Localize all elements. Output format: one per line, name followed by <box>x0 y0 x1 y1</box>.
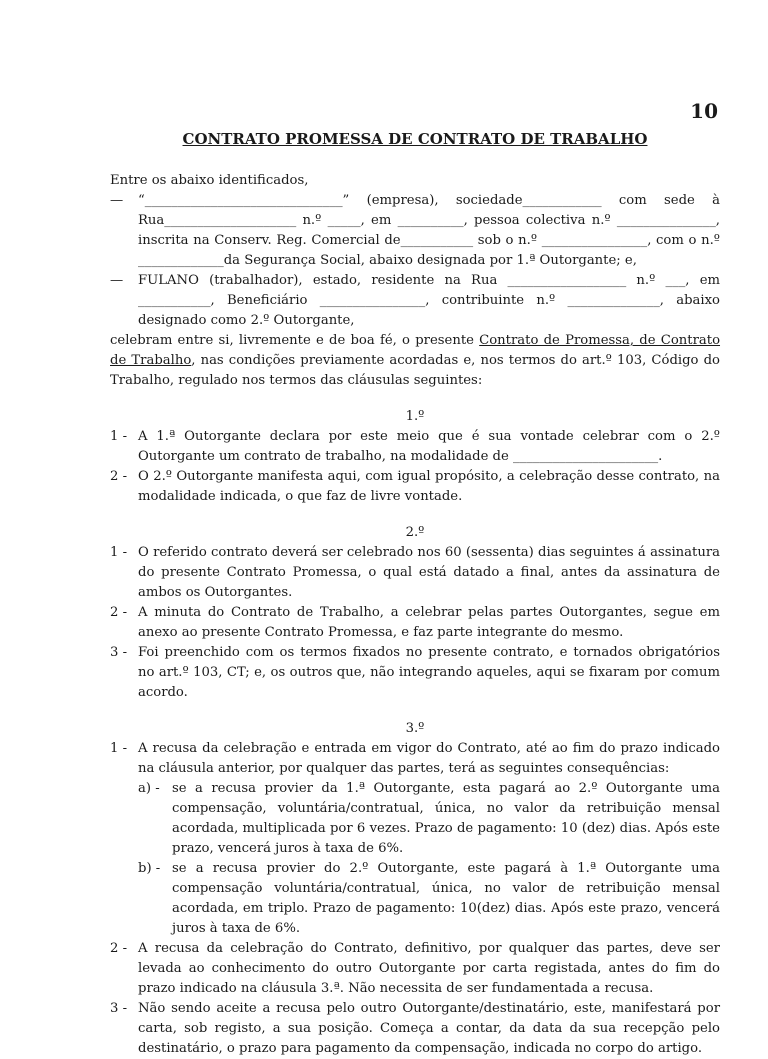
item-number: 1 - <box>110 429 128 444</box>
item-number: 1 - <box>110 545 128 560</box>
item-number: 2 - <box>110 605 128 620</box>
item-text: Foi preenchido com os termos fixados no presente contrato, e tornados obrigatórios no art.º 103, CT; e, os outros que, não integrando aqueles, aqui se fixaram por comum acordo. <box>138 645 720 700</box>
sub-item <box>138 779 720 859</box>
clause-item <box>110 939 720 999</box>
preamble <box>110 331 720 391</box>
intro-line: Entre os abaixo identificados, <box>110 173 309 188</box>
item-text: A minuta do Contrato de Trabalho, a celebrar pelas partes Outorgantes, segue em anexo ao presente Contrato Promessa, e faz parte integrante do mesmo. <box>138 605 720 640</box>
sub-item-text: se a recusa provier da 1.ª Outorgante, esta pagará ao 2.º Outorgante uma compensação, voluntária/contratual, única, no valor da retribuição mensal acordada, multiplicada por 6 vezes. Prazo de pagamento: 10 (dez) dias. Após este prazo, vencerá juros à taxa de 6%. <box>172 781 720 856</box>
party-2-text: FULANO (trabalhador), estado, residente na Rua __________________ n.º ___, em ___________, Beneficiário ________________, contribuinte n.º ______________, abaixo designado como 2.º Outorgante, <box>138 273 720 328</box>
clause-heading: 1.º <box>405 409 425 424</box>
preamble-text-a: celebram entre si, livremente e de boa fé, o presente <box>110 333 480 348</box>
clause-heading: 2.º <box>405 525 425 540</box>
sub-item-text: se a recusa provier do 2.º Outorgante, este pagará à 1.ª Outorgante uma compensação voluntária/contratual, única, no valor de retribuição mensal acordada, em triplo. Prazo de pagamento: 10(dez) dias. Após este prazo, vencerá juros à taxa de 6%. <box>172 861 720 936</box>
document-title: CONTRATO PROMESSA DE CONTRATO DE TRABALHO <box>182 130 648 148</box>
item-number: 3 - <box>110 645 128 660</box>
item-number: 1 - <box>110 741 128 756</box>
clause-heading: 3.º <box>405 721 425 736</box>
party-1 <box>110 191 720 271</box>
clause-item <box>110 467 720 507</box>
clause-item <box>110 427 720 467</box>
clause-item <box>110 643 720 703</box>
item-number: 2 - <box>110 469 128 484</box>
page-number: 10 <box>690 99 718 123</box>
dash-bullet: — <box>110 273 124 288</box>
document-body <box>110 171 720 1059</box>
item-text: A recusa da celebração do Contrato, definitivo, por qualquer das partes, deve ser levada ao conhecimento do outro Outorgante por carta registada, antes do fim do prazo indicado na cláusula 3.ª. Não necessita de ser fundamentada a recusa. <box>138 941 720 996</box>
item-text: A recusa da celebração e entrada em vigor do Contrato, até ao fim do prazo indicado na cláusula anterior, por qualquer das partes, terá as seguintes consequências: <box>138 741 720 776</box>
dash-bullet: — <box>110 193 124 208</box>
item-text: Não sendo aceite a recusa pelo outro Outorgante/destinatário, este, manifestará por carta, sob registo, a sua posição. Começa a contar, da data da sua recepção pelo destinatário, o prazo para pagamento da compensação, indicada no corpo do artigo. <box>138 1001 720 1056</box>
sub-item-label: a) - <box>138 781 160 796</box>
sub-item <box>138 859 720 939</box>
clause-item <box>110 739 720 779</box>
sub-item-label: b) - <box>138 861 161 876</box>
item-text: A 1.ª Outorgante declara por este meio que é sua vontade celebrar com o 2.º Outorgante um contrato de trabalho, na modalidade de ______________________. <box>138 429 720 464</box>
party-2 <box>110 271 720 331</box>
clause-item <box>110 603 720 643</box>
party-1-text: “______________________________” (empresa), sociedade____________ com sede à Rua____________________ n.º _____, em __________, pessoa colectiva n.º _______________, inscrita na Conserv. Reg. Comercial de___________ sob o n.º ________________, com o n.º _____________da Segurança Social, abaixo designada por 1.ª Outorgante; e, <box>138 193 720 268</box>
clause-item <box>110 543 720 603</box>
clause-item <box>110 999 720 1059</box>
item-text: O 2.º Outorgante manifesta aqui, com igual propósito, a celebração desse contrato, na modalidade indicada, o que faz de livre vontade. <box>138 469 720 504</box>
preamble-text-b: , nas condições previamente acordadas e, nos termos do art.º 103, Código do Trabalho, regulado nos termos das cláusulas seguintes: <box>110 353 720 388</box>
item-number: 3 - <box>110 1001 128 1016</box>
item-number: 2 - <box>110 941 128 956</box>
item-text: O referido contrato deverá ser celebrado nos 60 (sessenta) dias seguintes á assinatura do presente Contrato Promessa, o qual está datado a final, antes da assinatura de ambos os Outorgantes. <box>138 545 720 600</box>
contract-name-underlined: Contrato de Promessa, de Contrato de Trabalho <box>110 333 721 368</box>
